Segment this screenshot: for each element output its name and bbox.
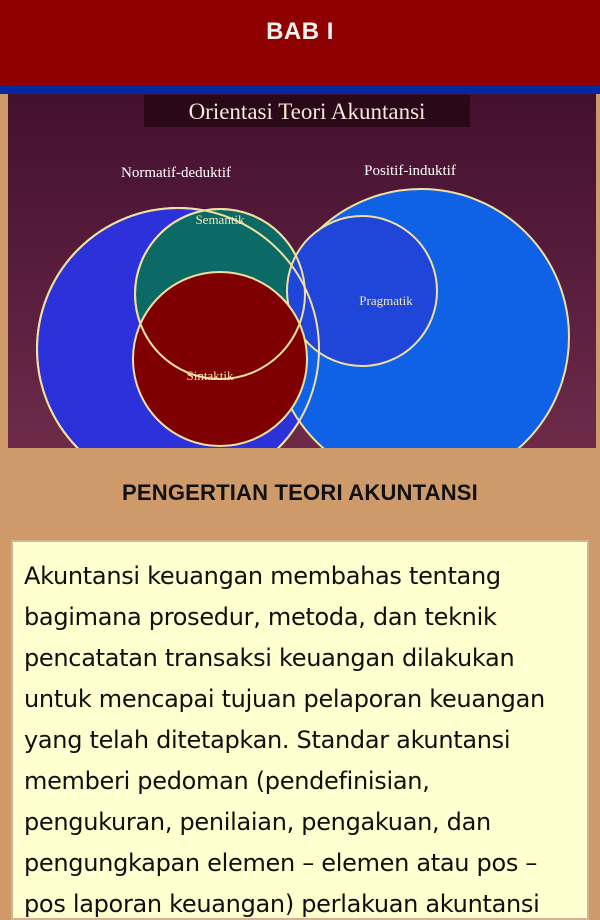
label-sintaktik: Sintaktik <box>186 368 234 383</box>
venn-diagram-image <box>8 94 596 448</box>
label-normatif-deduktif: Normatif-deduktif <box>121 165 231 181</box>
sintaktik-circle <box>133 272 307 446</box>
content-paragraph: Akuntansi keuangan membahas tentang bagimana prosedur, metoda, dan teknik pencatatan transaksi keuangan dilakukan untuk mencapai tujuan pelaporan keuangan yang telah ditetapkan. Standar akuntansi memberi pedoman (pendefinisian, pengukuran, penilaian, pengakuan, dan pengungkapan elemen – elemen atau pos – pos laporan keuangan) perlakuan akuntansi <box>24 562 545 918</box>
section-title: PENGERTIAN TEORI AKUNTANSI <box>122 480 478 505</box>
header-title: BAB I <box>266 18 334 45</box>
label-pragmatik: Pragmatik <box>359 293 413 308</box>
label-semantik: Semantik <box>195 212 245 227</box>
diagram-title: Orientasi Teori Akuntansi <box>188 99 426 124</box>
venn-diagram-svg <box>8 94 596 448</box>
content-box <box>11 540 589 920</box>
pragmatik-circle <box>287 216 437 366</box>
app-header <box>0 0 600 94</box>
label-positif-induktif: Positif-induktif <box>364 163 456 179</box>
